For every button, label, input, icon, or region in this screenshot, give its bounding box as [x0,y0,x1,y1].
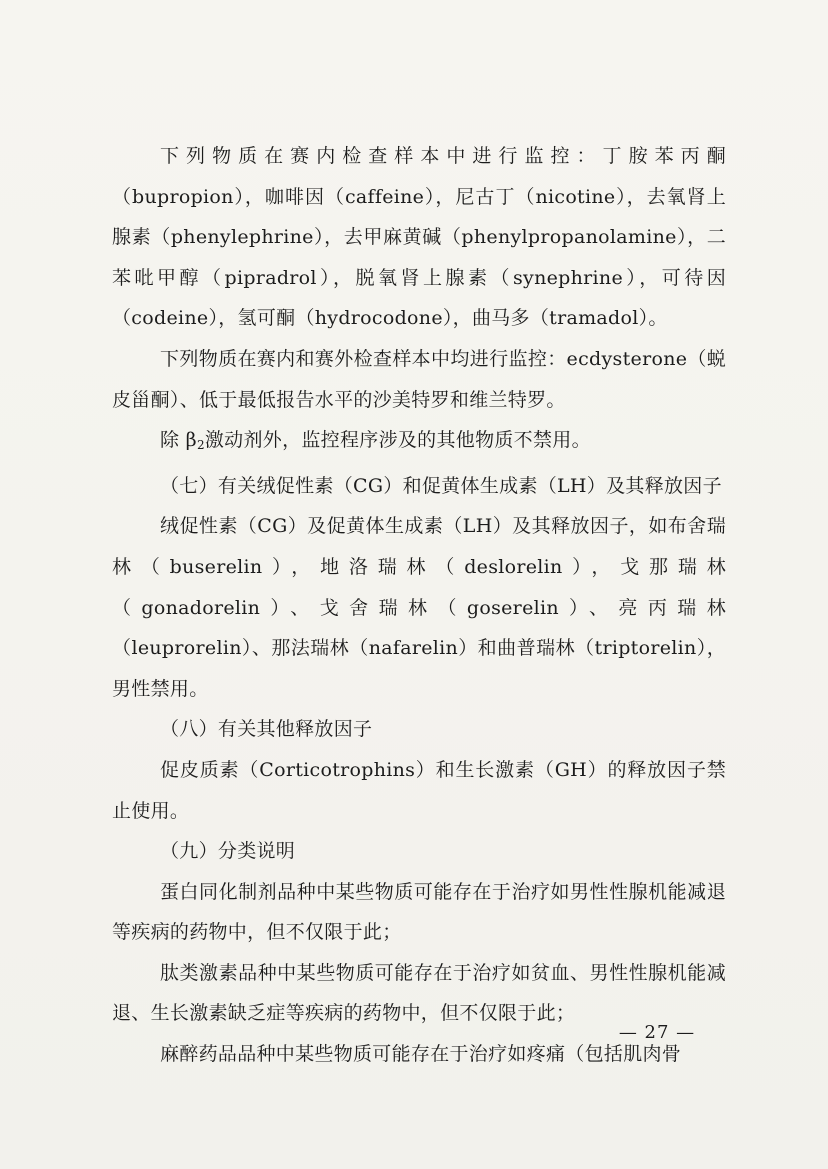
paragraph-cg-lh-releasing-factors: 绒促性素（CG）及促黄体生成素（LH）及其释放因子，如布舍瑞林（buserelin），地洛瑞林（deslorelin），戈那瑞林（gonadorelin）、戈舍瑞林（goserelin）、亮丙瑞林（leuprorelin）、那法瑞林（nafarelin）和曲普瑞林（triptorelin），男性禁用。 [112,515,726,700]
paragraph-anabolic-note: 蛋白同化制剂品种中某些物质可能存在于治疗如男性性腺机能减退等疾病的药物中，但不仅限于此； [112,880,726,944]
paragraph-monitoring-in-out-competition: 下列物质在赛内和赛外检查样本中均进行监控：ecdysterone（蜕皮甾酮）、低于最低报告水平的沙美特罗和维兰特罗。 [112,347,726,411]
beta2-suffix: 激动剂外，监控程序涉及的其他物质不禁用。 [204,429,591,452]
paragraph-peptide-note: 肽类激素品种中某些物质可能存在于治疗如贫血、男性性腺机能减退、生长激素缺乏症等疾病的药物中，但不仅限于此； [112,961,726,1025]
beta2-prefix: 除 β [160,429,197,452]
beta2-subscript: 2 [196,438,205,453]
paragraph-corticotrophins-gh: 促皮质素（Corticotrophins）和生长激素（GH）的释放因子禁止使用。 [112,758,726,822]
paragraph-narcotics-note: 麻醉药品品种中某些物质可能存在于治疗如疼痛（包括肌肉骨 [160,1043,682,1066]
document-body [112,136,726,1075]
paragraph-monitoring-in-competition: 下列物质在赛内检查样本中进行监控：丁胺苯丙酮（bupropion），咖啡因（caffeine），尼古丁（nicotine），去氧肾上腺素（phenylephrine），去甲麻黄碱（phenylpropanolamine），二苯吡甲醇（pipradrol），脱氧肾上腺素（synephrine），可待因（codeine），氢可酮（hydrocodone），曲马多（tramadol）。 [112,145,726,330]
section-heading-8: （八）有关其他释放因子 [160,718,373,741]
paragraph-beta2-exception [112,420,726,466]
section-heading-9: （九）分类说明 [160,840,296,863]
section-heading-7: （七）有关绒促性素（CG）和促黄体生成素（LH）及其释放因子 [160,474,722,497]
page-number: — 27 — [618,1022,696,1043]
